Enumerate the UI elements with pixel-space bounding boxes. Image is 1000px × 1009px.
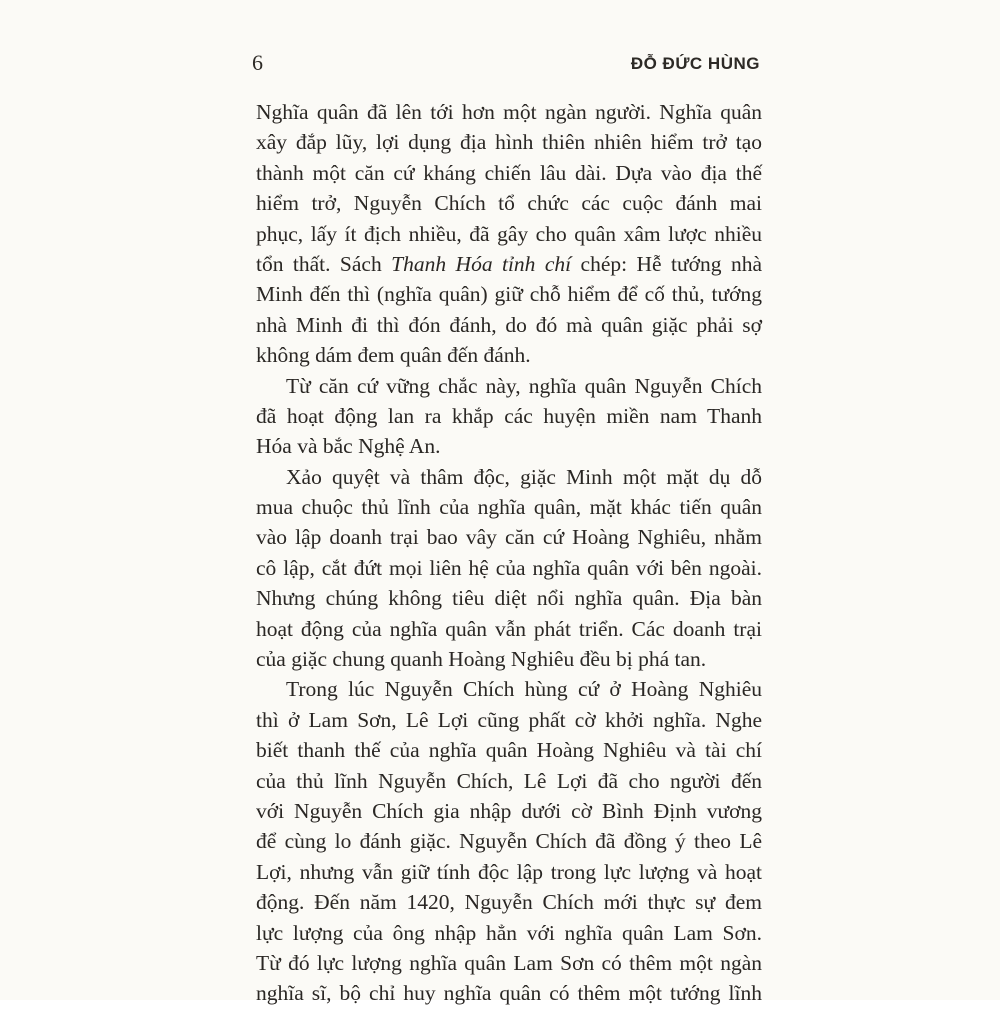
text-line: của thủ lĩnh Nguyễn Chích, Lê Lợi đã cho người đến <box>256 768 762 793</box>
text-line: biết thanh thế của nghĩa quân Hoàng Nghiêu và tài chí <box>256 738 762 763</box>
text-line: thành một căn cứ kháng chiến lâu dài. Dựa vào địa thế <box>256 160 762 185</box>
text-line: với Nguyễn Chích gia nhập dưới cờ Bình Định vương <box>256 798 762 823</box>
page-header <box>252 50 760 80</box>
text-line: Lợi, nhưng vẫn giữ tính độc lập trong lực lượng và hoạt <box>256 859 762 884</box>
text-line: Trong lúc Nguyễn Chích hùng cứ ở Hoàng Nghiêu <box>286 677 762 702</box>
text-line: Nhưng chúng không tiêu diệt nổi nghĩa quân. Địa bàn <box>256 586 762 611</box>
text-line: mua chuộc thủ lĩnh của nghĩa quân, mặt khác tiến quân <box>256 495 762 520</box>
paragraph <box>256 674 762 1008</box>
paragraph <box>256 371 762 462</box>
text-line: cô lập, cắt đứt mọi liên hệ của nghĩa quân với bên ngoài. <box>256 555 762 580</box>
text-line: nghĩa sĩ, bộ chỉ huy nghĩa quân có thêm một tướng lĩnh <box>256 981 762 1006</box>
text-line: để cùng lo đánh giặc. Nguyễn Chích đã đồng ý theo Lê <box>256 829 762 854</box>
text-line: Xảo quyệt và thâm độc, giặc Minh một mặt dụ dỗ <box>286 464 762 489</box>
book-title: Thanh Hóa tỉnh chí <box>391 251 572 276</box>
text-line: của giặc chung quanh Hoàng Nghiêu đều bị phá tan. <box>256 647 707 672</box>
text-line: nhà Minh đi thì đón đánh, do đó mà quân giặc phải sợ <box>256 312 762 337</box>
text-line: vào lập doanh trại bao vây căn cứ Hoàng Nghiêu, nhằm <box>256 525 762 550</box>
text-line: hiểm trở, Nguyễn Chích tổ chức các cuộc đánh mai <box>256 191 762 216</box>
text-line: Nghĩa quân đã lên tới hơn một ngàn người. Nghĩa quân <box>256 100 762 124</box>
text-line: không dám đem quân đến đánh. <box>256 343 531 368</box>
text-line <box>256 249 762 279</box>
text-line: đã hoạt động lan ra khắp các huyện miền nam Thanh <box>256 403 762 428</box>
text-segment: tổn thất. Sách <box>256 251 392 276</box>
paragraph <box>256 97 762 371</box>
running-head-author: ĐỖ ĐỨC HÙNG <box>630 54 760 73</box>
text-line: thì ở Lam Sơn, Lê Lợi cũng phất cờ khởi nghĩa. Nghe <box>256 707 762 732</box>
body-text <box>256 97 762 1009</box>
text-segment: chép: Hễ tướng nhà <box>571 251 762 276</box>
text-line: hoạt động của nghĩa quân vẫn phát triển. Các doanh trại <box>256 616 762 641</box>
text-line: Hóa và bắc Nghệ An. <box>256 434 441 459</box>
text-line: Từ đó lực lượng nghĩa quân Lam Sơn có thêm một ngàn <box>256 950 762 975</box>
text-line: lực lượng của ông nhập hẳn với nghĩa quân Lam Sơn. <box>256 920 762 945</box>
text-line: Từ căn cứ vững chắc này, nghĩa quân Nguyễn Chích <box>286 373 762 398</box>
text-line: động. Đến năm 1420, Nguyễn Chích mới thực sự đem <box>256 890 762 915</box>
text-line: Minh đến thì (nghĩa quân) giữ chỗ hiểm để cố thủ, tướng <box>256 282 762 307</box>
paragraph <box>256 462 762 675</box>
text-line: phục, lấy ít địch nhiều, đã gây cho quân xâm lược nhiều <box>256 221 762 246</box>
text-line: xây đắp lũy, lợi dụng địa hình thiên nhiên hiểm trở tạo <box>256 130 762 155</box>
page-number: 6 <box>252 50 263 75</box>
